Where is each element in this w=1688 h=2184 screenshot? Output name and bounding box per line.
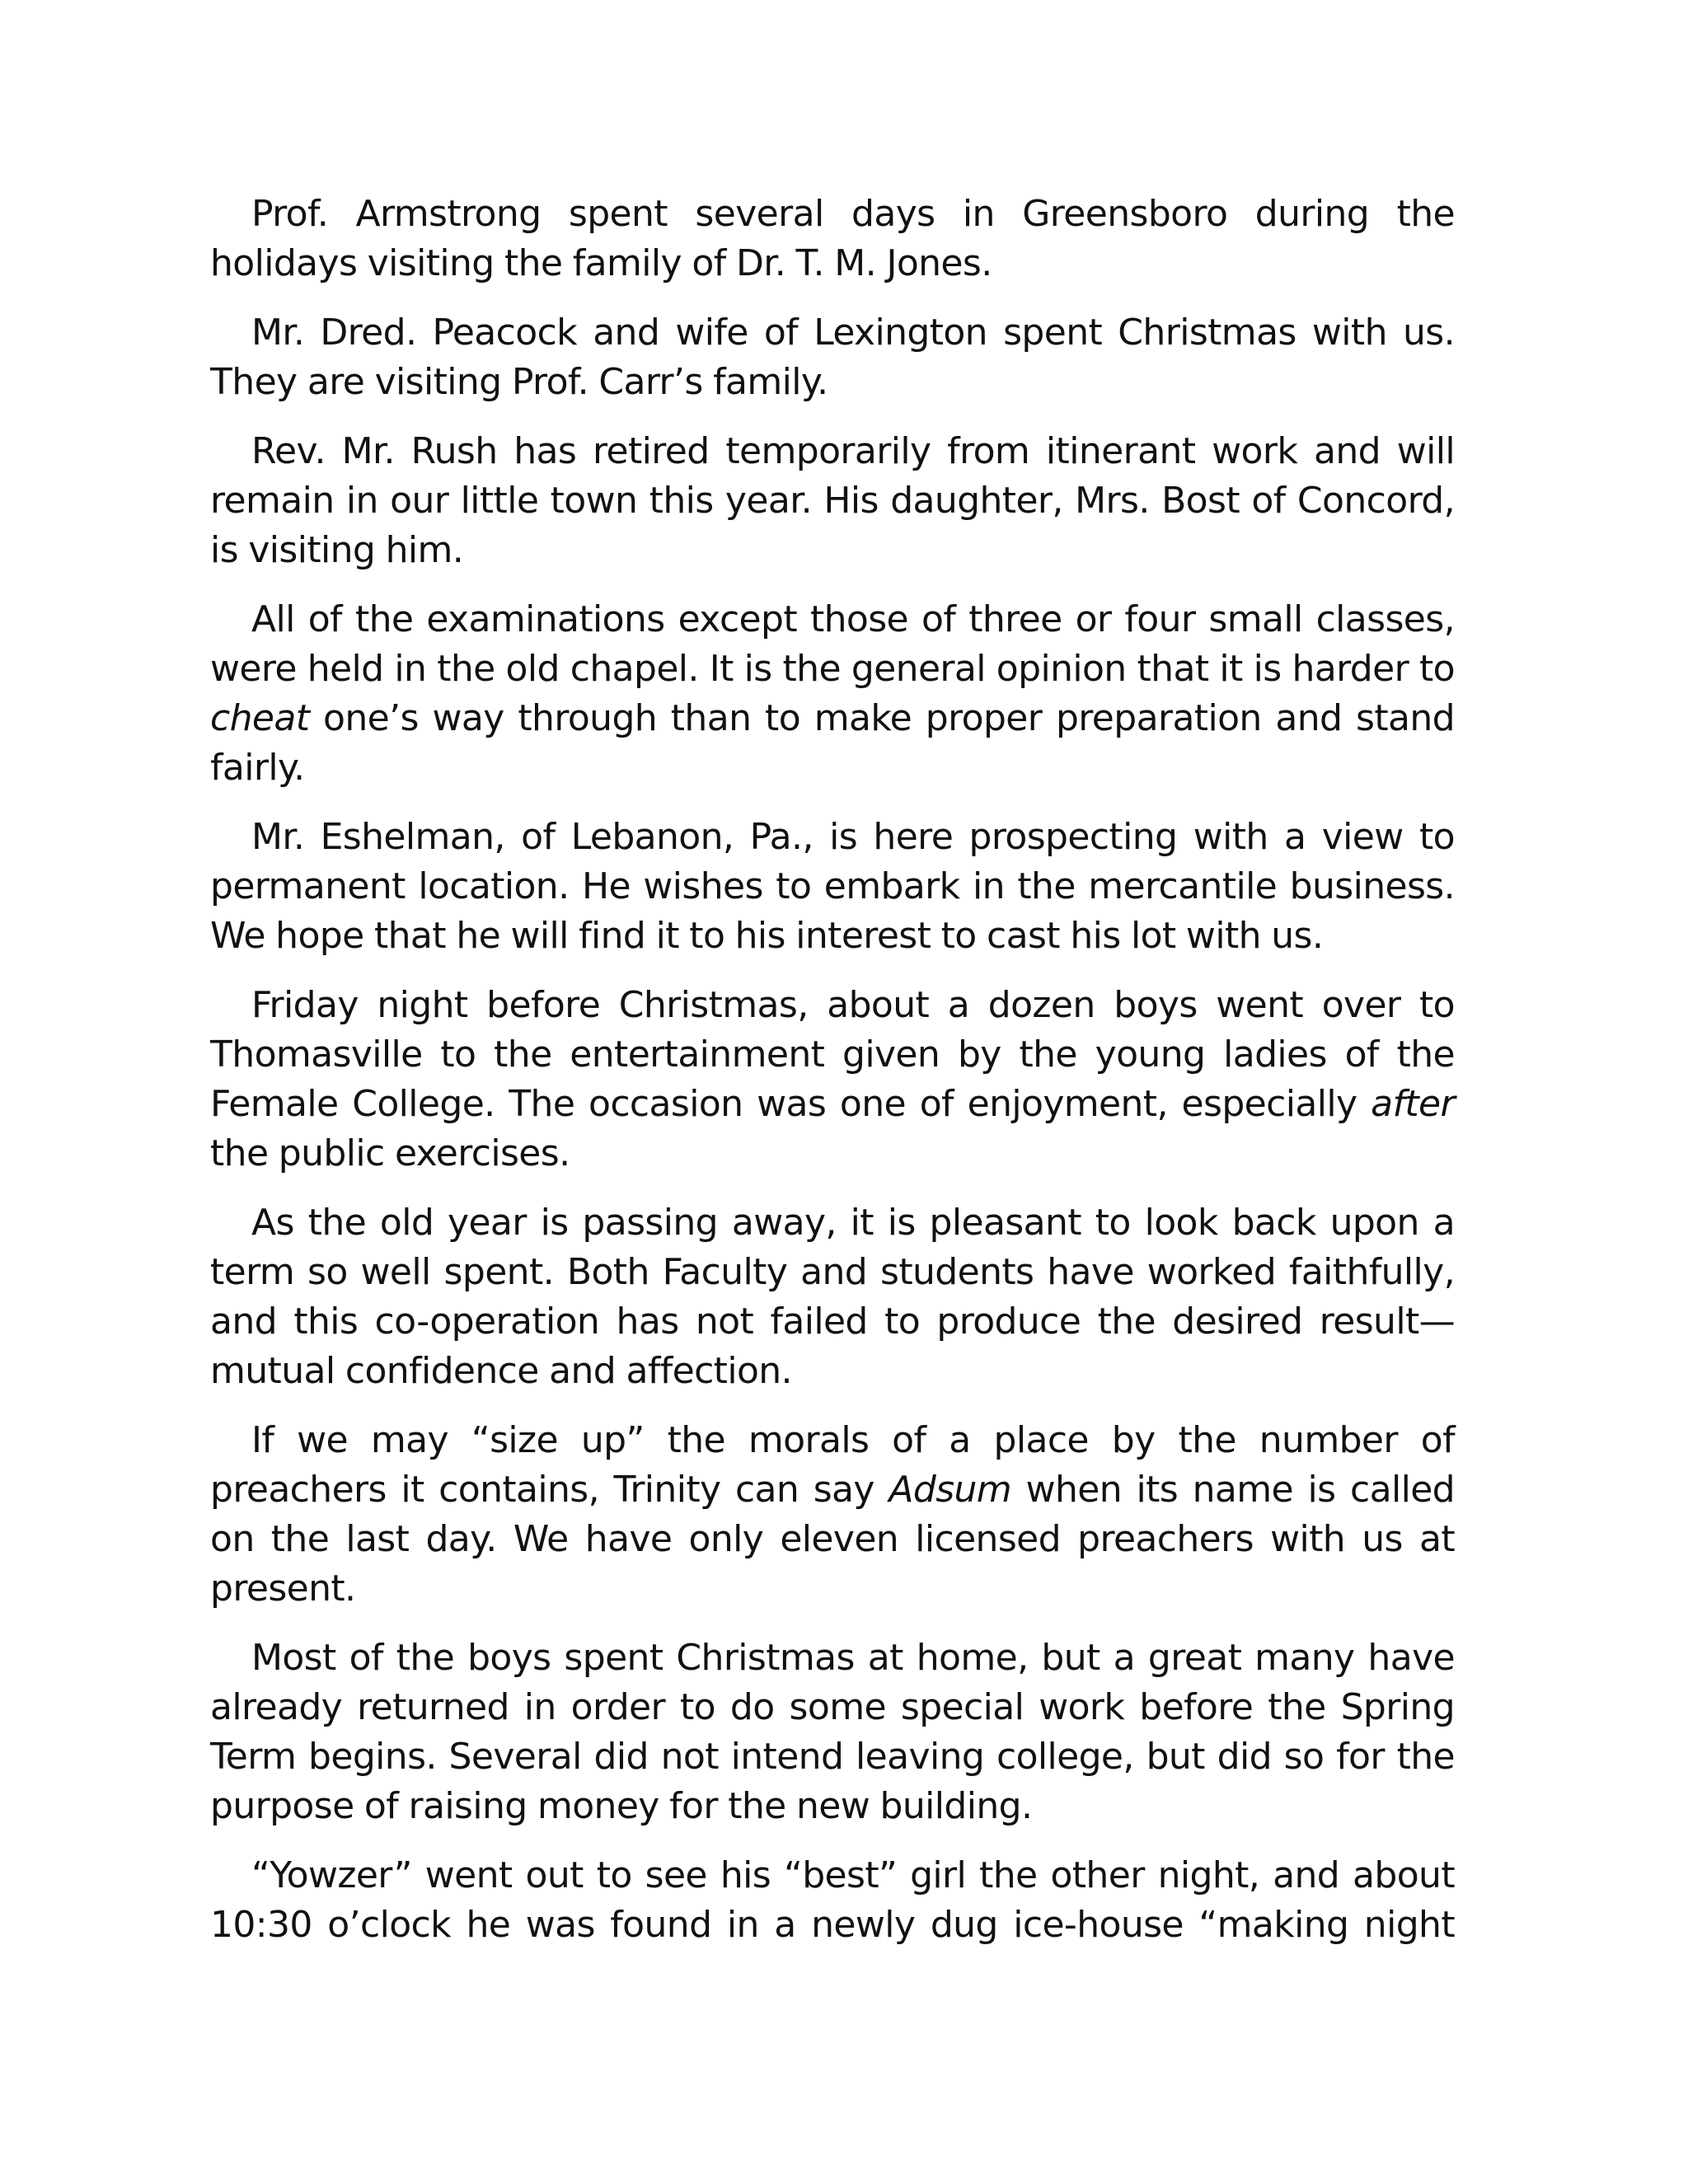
paragraph-text: “Yowzer” went out to see his “best” girl the other night, and about 10:30 o’clock he was found in a newly dug ice-house “making night	[210, 1854, 1455, 1946]
paragraph-rush	[210, 427, 1455, 575]
paragraph-christmas-home	[210, 1633, 1455, 1831]
paragraph-armstrong	[210, 190, 1455, 288]
paragraph-peacock	[210, 308, 1455, 407]
document-page	[210, 190, 1455, 1970]
italic-word: after	[1371, 1083, 1455, 1125]
paragraph-text: one’s way through than to make proper preparation and stand fairly.	[210, 697, 1455, 789]
paragraph-text: Rev. Mr. Rush has retired temporarily from itinerant work and will remain in our little town this year. His daughter, Mrs. Bost of Concord, is visiting him.	[210, 430, 1455, 571]
paragraph-old-year	[210, 1198, 1455, 1396]
paragraph-text: If we may “size up” the morals of a place by the number of preachers it contains, Trinity can say	[210, 1419, 1455, 1511]
italic-word: Adsum	[889, 1469, 1012, 1511]
paragraph-text: Mr. Eshelman, of Lebanon, Pa., is here prospecting with a view to permanent location. He wishes to embark in the mercantile business. We hope that he will find it to his interest to cast his lot with us.	[210, 816, 1455, 957]
paragraph-text: Most of the boys spent Christmas at home, but a great many have already returned in order to do some special work before the Spring Term begins. Several did not intend leaving college, but did so for the purpose of raising money for the new building.	[210, 1637, 1455, 1827]
paragraph-text: As the old year is passing away, it is pleasant to look back upon a term so well spent. Both Faculty and students have worked faithfully, and this co-operation has not failed to produce the desired result—mutual confidence and affection.	[210, 1202, 1455, 1392]
paragraph-text: Prof. Armstrong spent several days in Greensboro during the holidays visiting the family of Dr. T. M. Jones.	[210, 193, 1455, 284]
paragraph-thomasville	[210, 981, 1455, 1179]
paragraph-text: the public exercises.	[210, 1132, 570, 1174]
italic-word: cheat	[210, 697, 310, 739]
paragraph-text: All of the examinations except those of three or four small classes, were held in the old chapel. It is the general opinion that it is harder to	[210, 598, 1455, 690]
paragraph-preachers	[210, 1416, 1455, 1614]
paragraph-text: Mr. Dred. Peacock and wife of Lexington spent Christmas with us. They are visiting Prof. Carr’s family.	[210, 312, 1455, 403]
paragraph-yowzer	[210, 1851, 1455, 1950]
paragraph-examinations	[210, 595, 1455, 793]
paragraph-text: when its name is called on the last day. We have only eleven licensed preachers with us at present.	[210, 1469, 1456, 1610]
paragraph-eshelman	[210, 813, 1455, 961]
paragraph-text: Friday night before Christmas, about a dozen boys went over to Thomasville to the entertainment given by the young ladies of the Female College. The occasion was one of enjoyment, especially	[210, 984, 1455, 1125]
